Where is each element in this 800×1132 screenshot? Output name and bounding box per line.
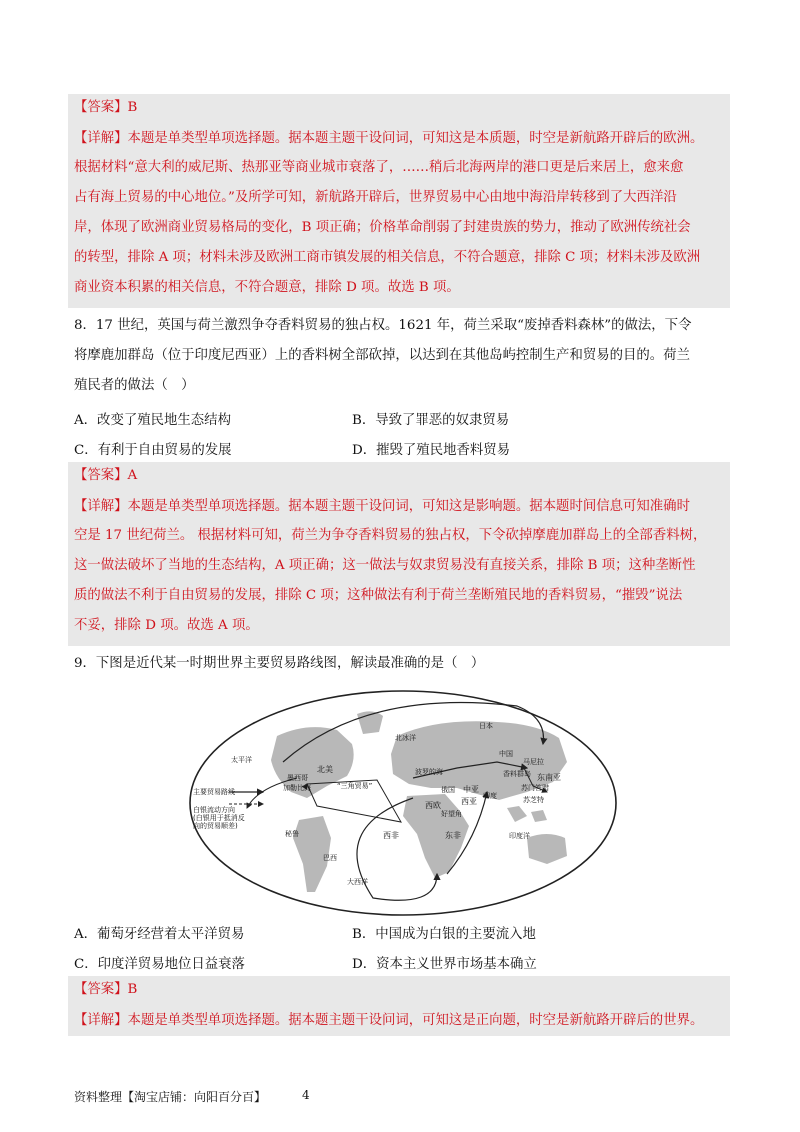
footer-text: 资料整理【淘宝店铺：向阳百分百】 <box>74 1090 267 1104</box>
q8-option-d: D．摧毁了殖民地香料贸易 <box>352 443 511 458</box>
label-indian: 印度洋 <box>509 832 530 840</box>
q7-answer: 【答案】B <box>74 100 138 115</box>
label-arctic: 北冰洋 <box>395 734 416 742</box>
q7-detail-line-6: 商业资本积累的相关信息，不符合题意，排除 D 项。故选 B 项。 <box>74 280 460 295</box>
q7-detail-line-2: 根据材料“意大利的威尼斯、热那亚等商业城市衰落了，……稍后北海两岸的港口更是后来居上，愈来愈 <box>74 160 684 175</box>
label-india: 印度 <box>483 792 497 800</box>
label-north-america: 北美 <box>317 765 333 774</box>
label-central-asia: 中亚 <box>463 785 479 794</box>
label-spice: 香料群岛 <box>503 770 531 778</box>
label-brazil: 巴西 <box>323 854 337 862</box>
q9-answer-block <box>68 976 730 1036</box>
q8-detail-line-2: 空是 17 世纪荷兰。 根据材料可知，荷兰为争夺香料贸易的独占权，下令砍掉摩鹿加群岛上的全部香料树， <box>74 528 707 543</box>
q8-answer-block <box>68 462 730 646</box>
q9-option-a: A．葡萄牙经营着太平洋贸易 <box>74 927 245 942</box>
q7-answer-block <box>68 94 730 308</box>
q9-detail-line-1: 【详解】本题是单类型单项选择题。据本题主题干设问词，可知这是正向题，时空是新航路开辟后的世界。 <box>74 1013 704 1028</box>
label-pacific-left: 太平洋 <box>231 756 252 764</box>
q8-stem-line-2: 将摩鹿加群岛（位于印度尼西亚）上的香料树全部砍掉，以达到在其他岛屿控制生产和贸易的目的。荷兰 <box>74 348 690 363</box>
label-japan: 日本 <box>479 722 493 730</box>
q8-detail-line-1: 【详解】本题是单类型单项选择题。据本题主题干设问词，可知这是影响题。据本题时间信息可知准确时 <box>74 499 690 514</box>
label-china: 中国 <box>499 750 513 758</box>
legend-silver-label-1: 白银流动方向 <box>193 806 235 814</box>
q8-option-b: B．导致了罪恶的奴隶贸易 <box>352 413 510 428</box>
q9-answer: 【答案】B <box>74 982 138 997</box>
q9-option-c: C．印度洋贸易地位日益衰落 <box>74 957 245 972</box>
label-cape: 好望角 <box>441 810 462 818</box>
q8-detail-line-3: 这一做法破坏了当地的生态结构，A 项正确；这一做法与奴隶贸易没有直接关系，排除 B 项；这种垄断性 <box>74 558 696 573</box>
label-western-europe: 西欧 <box>425 801 441 810</box>
q8-option-c: C．有利于自由贸易的发展 <box>74 443 232 458</box>
label-baltic: 波罗的海 <box>415 768 443 776</box>
q8-answer: 【答案】A <box>74 468 138 483</box>
q8-detail-line-5: 不妥，排除 D 项。故选 A 项。 <box>74 618 259 633</box>
label-triangle: “三角贸易” <box>337 782 373 790</box>
label-west-africa: 西非 <box>383 831 399 840</box>
q9-option-b: B．中国成为白银的主要流入地 <box>352 927 536 942</box>
label-se-asia: 东南亚 <box>537 773 561 782</box>
q8-option-a: A．改变了殖民地生态结构 <box>74 413 231 428</box>
q8-stem-line-3: 殖民者的做法（ ） <box>74 378 195 393</box>
label-russia: 俄国 <box>441 786 455 794</box>
label-atlantic: 大西洋 <box>347 878 368 886</box>
map-ocean-ellipse <box>190 691 616 915</box>
q9-option-d: D．资本主义世界市场基本确立 <box>352 957 537 972</box>
label-east-africa: 东非 <box>445 831 461 840</box>
page-number: 4 <box>302 1088 310 1102</box>
q9-stem: 9．下图是近代某一时期世界主要贸易路线图，解读最准确的是（ ） <box>74 656 485 671</box>
q7-detail-line-3: 占有海上贸易的中心地位。”及所学可知，新航路开辟后，世界贸易中心由地中海沿岸转移到了大西洋沿 <box>74 190 677 205</box>
label-east-india: 苏芝特 <box>523 796 544 804</box>
label-peru: 秘鲁 <box>285 830 299 838</box>
q7-detail-line-5: 的转型，排除 A 项；材料未涉及欧洲工商市镇发展的相关信息，不符合题意，排除 C 项；材料未涉及欧洲 <box>74 250 701 265</box>
label-west-asia: 西亚 <box>461 797 477 806</box>
label-caribbean: 加勒比海 <box>283 784 311 792</box>
legend-route-label: 主要贸易路线 <box>193 788 235 796</box>
q8-detail-line-4: 质的做法不利于自由贸易的发展，排除 C 项；这种做法有利于荷兰垄断殖民地的香料贸易，“摧毁”说法 <box>74 588 683 603</box>
q8-stem-line-1: 8．17 世纪，英国与荷兰激烈争夺香料贸易的独占权。1621 年，荷兰采取“废掉香料森林”的做法，下令 <box>74 318 692 333</box>
label-philippines: 马尼拉 <box>523 758 544 766</box>
q7-detail-line-4: 岸，体现了欧洲商业贸易格局的变化，B 项正确；价格革命削弱了封建贵族的势力，推动了欧洲传统社会 <box>74 220 691 235</box>
legend-silver-label-3: 向的贸易顺差) <box>193 822 238 830</box>
q7-detail-line-1: 【详解】本题是单类型单项选择题。据本题主题干设问词，可知这是本质题，时空是新航路开辟后的欧洲。 <box>74 131 704 146</box>
label-indonesia: 苏门答腊 <box>521 784 549 792</box>
trade-route-map <box>187 688 619 918</box>
legend-silver-label-2: (白银用于抵消反 <box>193 814 245 822</box>
label-mexico: 墨西哥 <box>287 774 308 782</box>
